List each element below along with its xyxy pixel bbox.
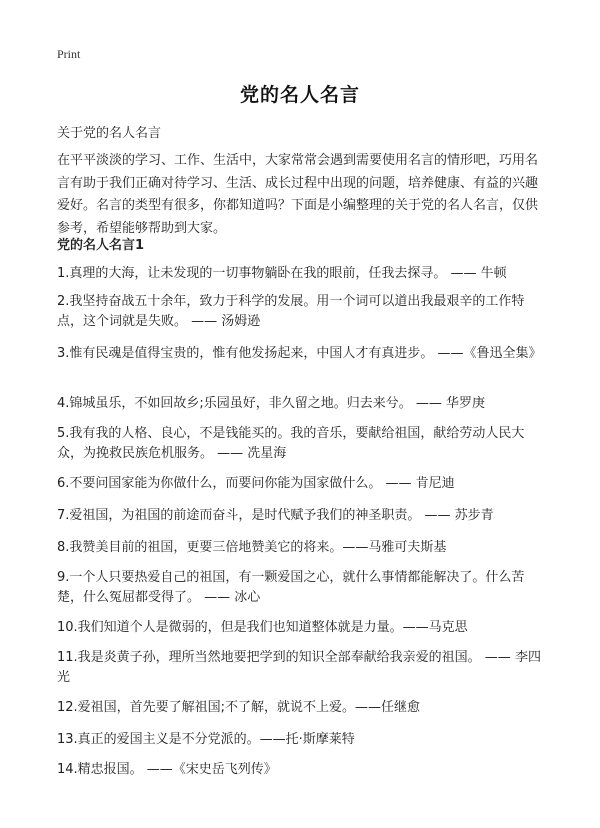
quote-item: 3.惟有民魂是值得宝贵的，惟有他发扬起来，中国人才有真进步。 ——《鲁迅全集》 — [57, 346, 542, 361]
quote-item: 4.锦城虽乐，不如回故乡;乐园虽好，非久留之地。归去来兮。 —— 华罗庚 — [57, 396, 486, 411]
quote-item: 7.爱祖国，为祖国的前途而奋斗，是时代赋予我们的神圣职责。 —— 苏步青 — [57, 508, 494, 523]
quote-item: 11.我是炎黄子孙，理所当然地要把学到的知识全部奉献给我亲爱的祖国。 —— 李四光 — [57, 650, 541, 685]
quote-item: 1.真理的大海，让未发现的一切事物躺卧在我的眼前，任我去探寻。 —— 牛顿 — [57, 266, 507, 281]
quote-item: 6.不要问国家能为你做什么，而要问你能为国家做什么。 —— 肯尼迪 — [57, 476, 455, 491]
intro-paragraph: 在平平淡淡的学习、工作、生活中，大家常常会遇到需要使用名言的情形吧，巧用名言有助于我们正确对待学习、生活、成长过程中出现的问题，培养健康、有益的兴趣爱好。名言的类型有很多，你都知道吗？下面是小编整理的关于党的名人名言，仅供参考，希望能够帮助到大家。 — [57, 153, 539, 236]
quote-item: 10.我们知道个人是微弱的，但是我们也知道整体就是力量。——马克思 — [57, 620, 468, 635]
quote-item: 13.真正的爱国主义是不分党派的。——托·斯摩莱特 — [57, 732, 355, 747]
quote-item: 5.我有我的人格、良心，不是钱能买的。我的音乐，要献给祖国，献给劳动人民大众，为挽救民族危机服务。 —— 冼星海 — [57, 426, 525, 461]
quote-item: 14.精忠报国。 ——《宋史岳飞列传》 — [57, 762, 277, 777]
print-link[interactable]: Print — [57, 47, 81, 61]
page-title: 党的名人名言 — [239, 84, 360, 106]
quote-item: 2.我坚持奋战五十余年，致力于科学的发展。用一个词可以道出我最艰辛的工作特点，这个词就是失败。 —— 汤姆逊 — [57, 294, 525, 329]
section-heading: 党的名人名言1 — [57, 238, 145, 253]
quote-item: 12.爱祖国，首先要了解祖国;不了解，就说不上爱。——任继愈 — [57, 700, 421, 715]
subtitle: 关于党的名人名言 — [57, 126, 162, 141]
quote-item: 9.一个人只要热爱自己的祖国，有一颗爱国之心，就什么事情都能解决了。什么苦楚，什么冤屈都受得了。 —— 冰心 — [57, 570, 525, 605]
quote-item: 8.我赞美目前的祖国，更要三倍地赞美它的将来。——马雅可夫斯基 — [57, 540, 447, 555]
